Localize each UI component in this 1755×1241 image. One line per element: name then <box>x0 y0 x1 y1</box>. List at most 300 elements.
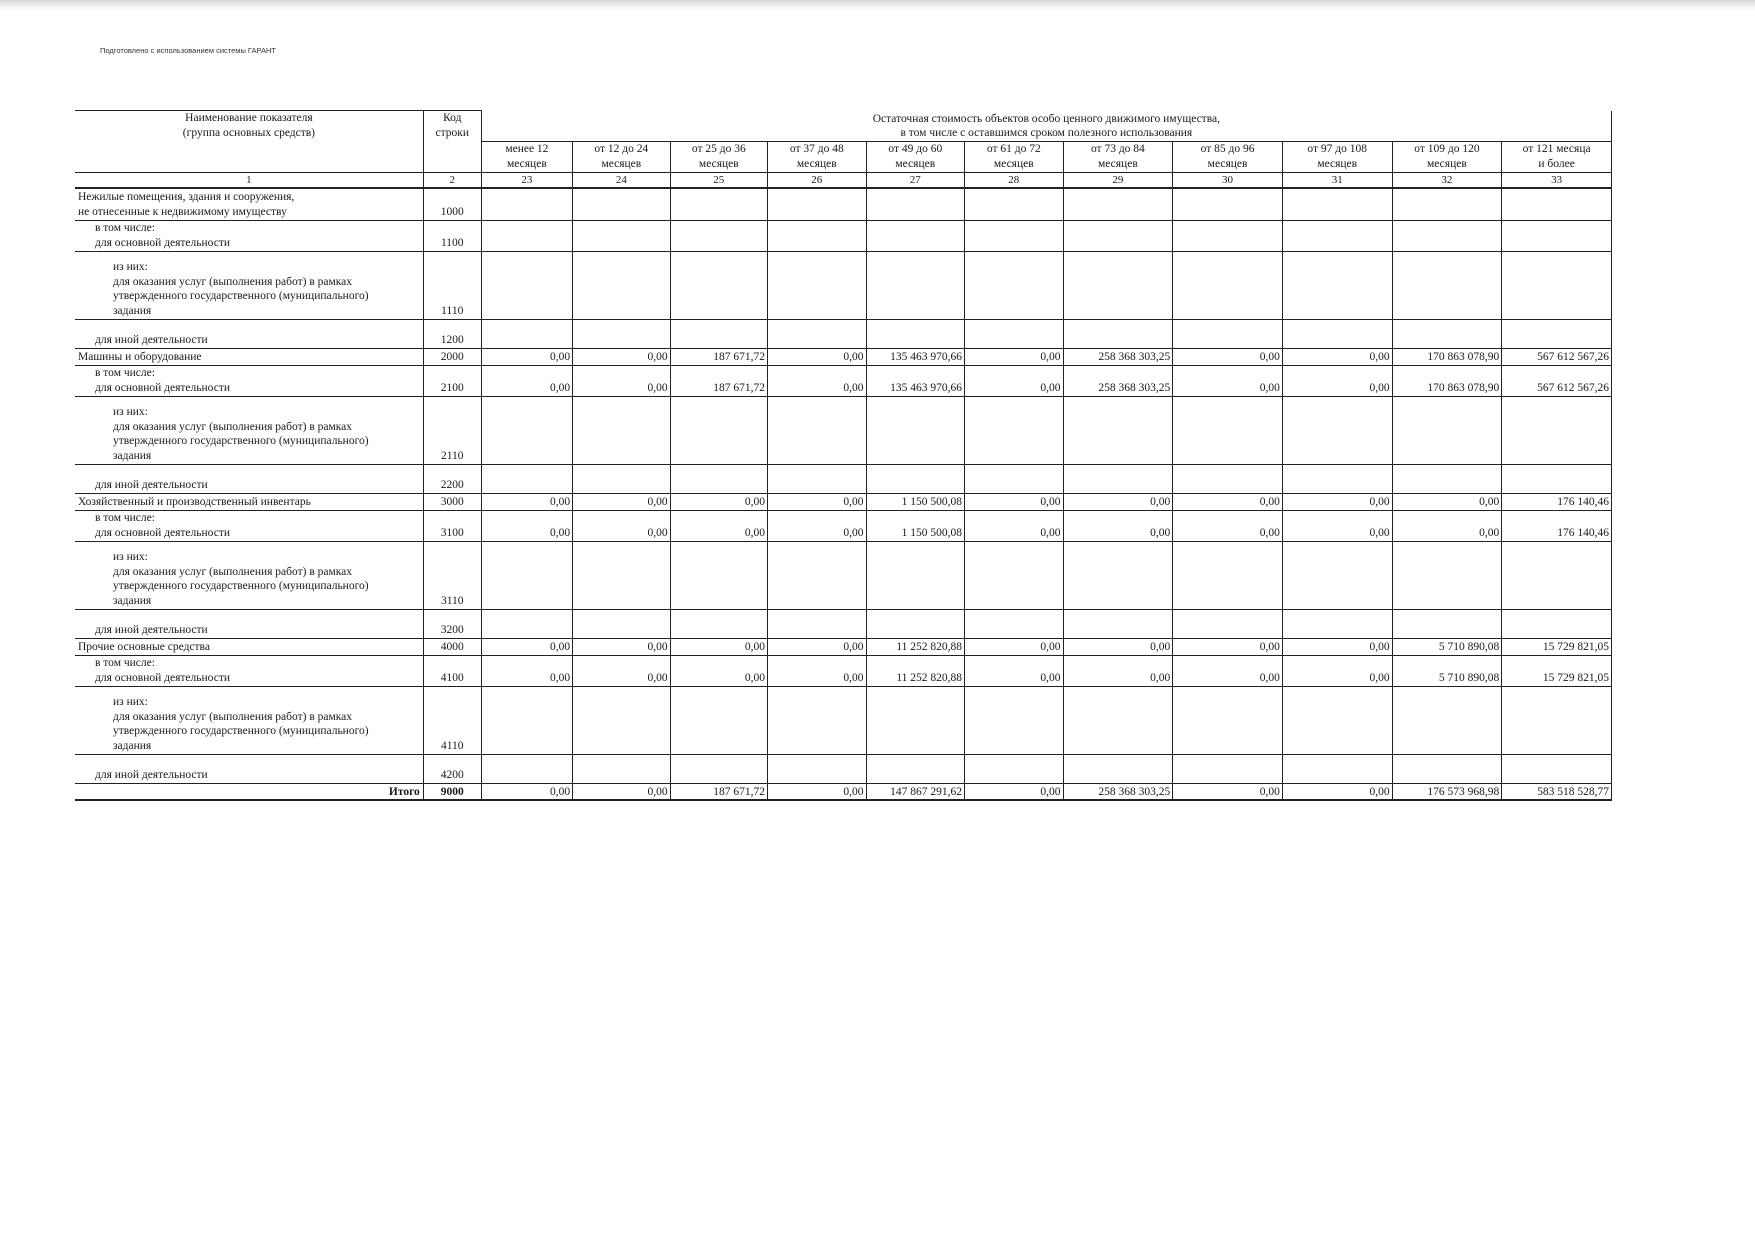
value-cell <box>481 251 572 319</box>
value-cell <box>1173 220 1283 251</box>
row-code: 3200 <box>423 609 481 638</box>
value-cell <box>768 188 867 220</box>
value-cell: 187 671,72 <box>670 348 767 365</box>
row-name <box>75 541 423 609</box>
value-cell <box>573 609 670 638</box>
value-cell <box>573 188 670 220</box>
value-cell <box>965 319 1064 348</box>
total-row <box>75 783 1612 800</box>
value-cell <box>1392 251 1502 319</box>
value-cell <box>1502 220 1612 251</box>
column-header-line2: месяцев <box>1207 158 1248 171</box>
table-row <box>75 464 1612 493</box>
value-cell <box>670 541 767 609</box>
value-cell <box>481 464 572 493</box>
column-header-line2: месяцев <box>1098 158 1138 171</box>
value-cell <box>1173 609 1283 638</box>
value-cell <box>1173 188 1283 220</box>
row-code: 2110 <box>423 396 481 464</box>
value-cell: 0,00 <box>1392 493 1502 510</box>
row-name-line: для основной деятельности <box>95 527 230 540</box>
value-cell: 5 710 890,08 <box>1392 655 1502 686</box>
value-cell <box>1392 609 1502 638</box>
row-name <box>75 396 423 464</box>
header-name-line2: (группа основных средств) <box>182 126 316 139</box>
value-cell: 0,00 <box>768 348 867 365</box>
value-cell <box>1173 396 1283 464</box>
value-cell <box>866 609 965 638</box>
row-name-line: задания <box>113 305 152 318</box>
value-cell <box>1282 686 1392 754</box>
value-cell <box>965 464 1064 493</box>
header-code-line2: строки <box>435 126 469 139</box>
value-cell <box>965 541 1064 609</box>
value-cell: 15 729 821,05 <box>1502 655 1612 686</box>
value-cell <box>1282 220 1392 251</box>
row-name-line: для иной деятельности <box>95 334 208 347</box>
table-row <box>75 510 1612 541</box>
value-cell: 1 150 500,08 <box>866 493 965 510</box>
column-number: 32 <box>1392 173 1502 189</box>
row-name-line: Хозяйственный и производственный инвентарь <box>78 496 311 509</box>
row-name <box>75 638 423 655</box>
value-cell: 0,00 <box>481 365 572 396</box>
value-cell: 0,00 <box>573 510 670 541</box>
value-cell <box>1282 464 1392 493</box>
garant-note: Подготовлено с использованием системы ГАРАНТ <box>100 46 276 55</box>
value-cell: 0,00 <box>670 493 767 510</box>
column-header <box>866 142 965 173</box>
value-cell <box>1502 686 1612 754</box>
row-name-line: для иной деятельности <box>95 769 208 782</box>
value-cell: 0,00 <box>768 493 867 510</box>
row-name <box>75 365 423 396</box>
value-cell <box>670 220 767 251</box>
value-cell <box>1063 188 1173 220</box>
value-cell: 0,00 <box>768 655 867 686</box>
value-cell <box>768 464 867 493</box>
value-cell <box>1063 686 1173 754</box>
value-cell <box>1063 754 1173 783</box>
header-group <box>481 111 1611 142</box>
value-cell: 0,00 <box>481 493 572 510</box>
total-code: 9000 <box>423 783 481 800</box>
value-cell: 0,00 <box>1392 510 1502 541</box>
header-name-line1: Наименование показателя <box>185 112 313 124</box>
column-number: 24 <box>573 173 670 189</box>
value-cell <box>481 541 572 609</box>
column-header <box>481 142 572 173</box>
value-cell: 258 368 303,25 <box>1063 365 1173 396</box>
row-code: 2100 <box>423 365 481 396</box>
value-cell: 0,00 <box>1282 638 1392 655</box>
value-cell <box>573 396 670 464</box>
row-name <box>75 609 423 638</box>
value-cell <box>1282 609 1392 638</box>
column-header-line2: и более <box>1538 158 1575 171</box>
value-cell: 258 368 303,25 <box>1063 348 1173 365</box>
value-cell: 0,00 <box>670 655 767 686</box>
value-cell: 0,00 <box>481 655 572 686</box>
value-cell <box>768 220 867 251</box>
value-cell <box>768 754 867 783</box>
total-value-cell: 258 368 303,25 <box>1063 783 1173 800</box>
value-cell: 0,00 <box>965 655 1064 686</box>
column-number: 30 <box>1173 173 1283 189</box>
value-cell <box>481 319 572 348</box>
table-row <box>75 365 1612 396</box>
row-name-line: в том числе: <box>95 512 155 525</box>
table-row <box>75 396 1612 464</box>
value-cell <box>1392 541 1502 609</box>
value-cell <box>481 686 572 754</box>
row-code: 2000 <box>423 348 481 365</box>
column-header-line1: менее 12 <box>505 143 549 156</box>
value-cell: 0,00 <box>1282 493 1392 510</box>
value-cell <box>1063 464 1173 493</box>
value-cell <box>866 541 965 609</box>
total-label: Итого <box>75 783 423 800</box>
value-cell <box>1282 188 1392 220</box>
row-name <box>75 319 423 348</box>
row-name-line: Машины и оборудование <box>78 351 202 364</box>
column-header-line1: от 121 месяца <box>1522 143 1591 156</box>
value-cell <box>1392 754 1502 783</box>
row-name-line: из них: <box>113 550 148 563</box>
value-cell: 0,00 <box>481 348 572 365</box>
value-cell <box>670 396 767 464</box>
value-cell: 567 612 567,26 <box>1502 348 1612 365</box>
value-cell <box>670 319 767 348</box>
value-cell <box>1392 396 1502 464</box>
column-header-line1: от 109 до 120 <box>1414 143 1480 156</box>
value-cell <box>1173 464 1283 493</box>
column-header-line2: месяцев <box>895 158 936 171</box>
row-name-line: утвержденного государственного (муниципального) <box>113 435 369 448</box>
value-cell: 0,00 <box>481 510 572 541</box>
column-number: 27 <box>866 173 965 189</box>
table-row <box>75 251 1612 319</box>
value-cell: 0,00 <box>481 638 572 655</box>
value-cell <box>1282 541 1392 609</box>
value-cell: 0,00 <box>1063 510 1173 541</box>
column-header <box>768 142 867 173</box>
value-cell: 11 252 820,88 <box>866 655 965 686</box>
value-cell: 5 710 890,08 <box>1392 638 1502 655</box>
value-cell: 15 729 821,05 <box>1502 638 1612 655</box>
row-name-line: для иной деятельности <box>95 624 208 637</box>
total-value-cell: 0,00 <box>1282 783 1392 800</box>
column-header-line1: от 73 до 84 <box>1090 143 1145 156</box>
value-cell: 176 140,46 <box>1502 493 1612 510</box>
total-value-cell: 176 573 968,98 <box>1392 783 1502 800</box>
value-cell: 567 612 567,26 <box>1502 365 1612 396</box>
column-header-line2: месяцев <box>796 158 837 171</box>
value-cell <box>670 464 767 493</box>
table-row <box>75 348 1612 365</box>
value-cell <box>1173 686 1283 754</box>
value-cell: 135 463 970,66 <box>866 365 965 396</box>
value-cell <box>866 220 965 251</box>
column-header-line1: от 12 до 24 <box>594 143 649 156</box>
row-code: 3110 <box>423 541 481 609</box>
value-cell <box>1392 220 1502 251</box>
value-cell: 11 252 820,88 <box>866 638 965 655</box>
row-code: 1110 <box>423 251 481 319</box>
row-name-line: утвержденного государственного (муниципального) <box>113 290 369 303</box>
value-cell: 135 463 970,66 <box>866 348 965 365</box>
value-cell <box>768 541 867 609</box>
column-header-line1: от 37 до 48 <box>789 143 844 156</box>
row-code: 1000 <box>423 188 481 220</box>
value-cell <box>965 609 1064 638</box>
value-cell <box>965 251 1064 319</box>
value-cell <box>1392 464 1502 493</box>
row-name <box>75 493 423 510</box>
value-cell: 0,00 <box>1173 365 1283 396</box>
total-value-cell: 0,00 <box>768 783 867 800</box>
row-name <box>75 754 423 783</box>
value-cell: 0,00 <box>573 638 670 655</box>
row-name <box>75 220 423 251</box>
value-cell <box>1502 464 1612 493</box>
value-cell <box>481 220 572 251</box>
value-cell <box>768 319 867 348</box>
column-header <box>1502 142 1612 173</box>
row-name-line: для иной деятельности <box>95 479 208 492</box>
row-name-line: для оказания услуг (выполнения работ) в рамках <box>113 565 353 578</box>
header-group-line1: Остаточная стоимость объектов особо ценного движимого имущества, <box>872 112 1220 125</box>
value-cell <box>1282 251 1392 319</box>
scan-edge <box>0 0 1755 10</box>
value-cell: 0,00 <box>965 493 1064 510</box>
value-cell <box>866 464 965 493</box>
row-name <box>75 686 423 754</box>
value-cell <box>1282 396 1392 464</box>
column-header <box>1173 142 1283 173</box>
column-header <box>1063 142 1173 173</box>
value-cell <box>1173 754 1283 783</box>
value-cell <box>866 396 965 464</box>
row-code: 4000 <box>423 638 481 655</box>
value-cell: 0,00 <box>1173 493 1283 510</box>
value-cell: 0,00 <box>1063 655 1173 686</box>
row-name <box>75 510 423 541</box>
header-code-line1: Код <box>443 112 462 124</box>
value-cell <box>866 686 965 754</box>
value-cell <box>670 754 767 783</box>
column-number: 1 <box>75 173 423 189</box>
row-name-line: в том числе: <box>95 222 155 235</box>
value-cell: 0,00 <box>1173 638 1283 655</box>
value-cell <box>1502 609 1612 638</box>
header-group-line2: в том числе с оставшимся сроком полезного использования <box>900 127 1193 140</box>
column-header-line1: от 97 до 108 <box>1307 143 1368 156</box>
value-cell <box>670 609 767 638</box>
row-code: 2200 <box>423 464 481 493</box>
table-row <box>75 754 1612 783</box>
value-cell: 0,00 <box>573 493 670 510</box>
value-cell <box>965 220 1064 251</box>
value-cell: 0,00 <box>670 638 767 655</box>
value-cell <box>1392 686 1502 754</box>
row-name-line: утвержденного государственного (муниципального) <box>113 580 369 593</box>
value-cell: 0,00 <box>1063 638 1173 655</box>
value-cell: 0,00 <box>768 365 867 396</box>
value-cell <box>1063 251 1173 319</box>
value-cell: 0,00 <box>965 638 1064 655</box>
column-number: 29 <box>1063 173 1173 189</box>
column-header-line1: от 61 до 72 <box>986 143 1041 156</box>
total-value-cell: 0,00 <box>481 783 572 800</box>
column-header <box>573 142 670 173</box>
value-cell: 0,00 <box>1282 348 1392 365</box>
value-cell <box>768 609 867 638</box>
value-cell: 187 671,72 <box>670 365 767 396</box>
value-cell: 1 150 500,08 <box>866 510 965 541</box>
row-name-line: для основной деятельности <box>95 382 230 395</box>
row-name-line: для оказания услуг (выполнения работ) в рамках <box>113 710 353 723</box>
value-cell: 176 140,46 <box>1502 510 1612 541</box>
column-number: 26 <box>768 173 867 189</box>
row-name-line: из них: <box>113 695 148 708</box>
row-code: 1100 <box>423 220 481 251</box>
row-name <box>75 348 423 365</box>
column-header-line2: месяцев <box>601 158 642 171</box>
row-name <box>75 251 423 319</box>
value-cell <box>573 251 670 319</box>
value-cell <box>1502 319 1612 348</box>
value-cell: 170 863 078,90 <box>1392 365 1502 396</box>
column-header-line1: от 25 до 36 <box>691 143 746 156</box>
header-code <box>423 111 481 173</box>
row-code: 4200 <box>423 754 481 783</box>
column-number: 33 <box>1502 173 1612 189</box>
value-cell <box>768 251 867 319</box>
total-value-cell: 0,00 <box>573 783 670 800</box>
value-cell <box>1063 220 1173 251</box>
header-name <box>75 111 423 173</box>
row-name-line: в том числе: <box>95 367 155 380</box>
value-cell: 0,00 <box>1282 365 1392 396</box>
value-cell <box>965 188 1064 220</box>
row-code: 4100 <box>423 655 481 686</box>
value-cell <box>1173 251 1283 319</box>
row-name-line: не отнесенные к недвижимому имуществу <box>78 206 287 219</box>
value-cell <box>1063 396 1173 464</box>
value-cell <box>573 220 670 251</box>
row-name-line: Нежилые помещения, здания и сооружения, <box>78 191 295 204</box>
value-cell: 0,00 <box>768 510 867 541</box>
value-cell <box>1502 188 1612 220</box>
column-number: 23 <box>481 173 572 189</box>
table-row <box>75 609 1612 638</box>
value-cell <box>866 319 965 348</box>
value-cell <box>768 396 867 464</box>
column-header-line1: от 85 до 96 <box>1200 143 1255 156</box>
value-cell <box>1173 541 1283 609</box>
value-cell: 0,00 <box>1282 510 1392 541</box>
row-code: 4110 <box>423 686 481 754</box>
value-cell <box>1063 541 1173 609</box>
row-name <box>75 655 423 686</box>
residual-value-table <box>75 110 1612 801</box>
column-header <box>1392 142 1502 173</box>
row-name-line: Прочие основные средства <box>78 641 210 654</box>
row-name-line: задания <box>113 595 152 608</box>
table-row <box>75 541 1612 609</box>
value-cell <box>481 188 572 220</box>
value-cell: 0,00 <box>1282 655 1392 686</box>
value-cell: 0,00 <box>1173 655 1283 686</box>
value-cell: 0,00 <box>965 510 1064 541</box>
value-cell <box>1502 396 1612 464</box>
row-name-line: задания <box>113 450 152 463</box>
value-cell: 0,00 <box>573 365 670 396</box>
value-cell <box>1392 319 1502 348</box>
table-row <box>75 493 1612 510</box>
row-name-line: для основной деятельности <box>95 237 230 250</box>
row-name-line: для оказания услуг (выполнения работ) в рамках <box>113 275 353 288</box>
value-cell <box>1282 319 1392 348</box>
value-cell: 0,00 <box>1063 493 1173 510</box>
value-cell: 170 863 078,90 <box>1392 348 1502 365</box>
value-cell <box>866 188 965 220</box>
total-value-cell: 187 671,72 <box>670 783 767 800</box>
column-header <box>965 142 1064 173</box>
column-header-line2: месяцев <box>698 158 739 171</box>
table-row <box>75 220 1612 251</box>
value-cell <box>965 396 1064 464</box>
value-cell <box>965 754 1064 783</box>
column-number: 2 <box>423 173 481 189</box>
row-name <box>75 188 423 220</box>
column-number: 28 <box>965 173 1064 189</box>
row-code: 1200 <box>423 319 481 348</box>
value-cell <box>481 396 572 464</box>
value-cell <box>573 754 670 783</box>
value-cell: 0,00 <box>1173 348 1283 365</box>
column-header <box>1282 142 1392 173</box>
value-cell: 0,00 <box>573 348 670 365</box>
column-header-line2: месяцев <box>993 158 1034 171</box>
row-name-line: для оказания услуг (выполнения работ) в рамках <box>113 420 353 433</box>
value-cell <box>866 251 965 319</box>
total-value-cell: 147 867 291,62 <box>866 783 965 800</box>
total-value-cell: 0,00 <box>965 783 1064 800</box>
value-cell <box>965 686 1064 754</box>
row-code: 3000 <box>423 493 481 510</box>
row-name-line: из них: <box>113 260 148 273</box>
value-cell <box>573 319 670 348</box>
column-number: 31 <box>1282 173 1392 189</box>
header-row-group <box>75 111 1612 142</box>
value-cell: 0,00 <box>965 365 1064 396</box>
value-cell <box>481 609 572 638</box>
column-number: 25 <box>670 173 767 189</box>
value-cell <box>866 754 965 783</box>
value-cell <box>573 464 670 493</box>
row-code: 3100 <box>423 510 481 541</box>
header-row-numbers <box>75 173 1612 189</box>
value-cell <box>1502 251 1612 319</box>
value-cell: 0,00 <box>965 348 1064 365</box>
value-cell: 0,00 <box>670 510 767 541</box>
value-cell <box>768 686 867 754</box>
column-header-line2: месяцев <box>507 158 547 171</box>
value-cell <box>481 754 572 783</box>
value-cell <box>1173 319 1283 348</box>
